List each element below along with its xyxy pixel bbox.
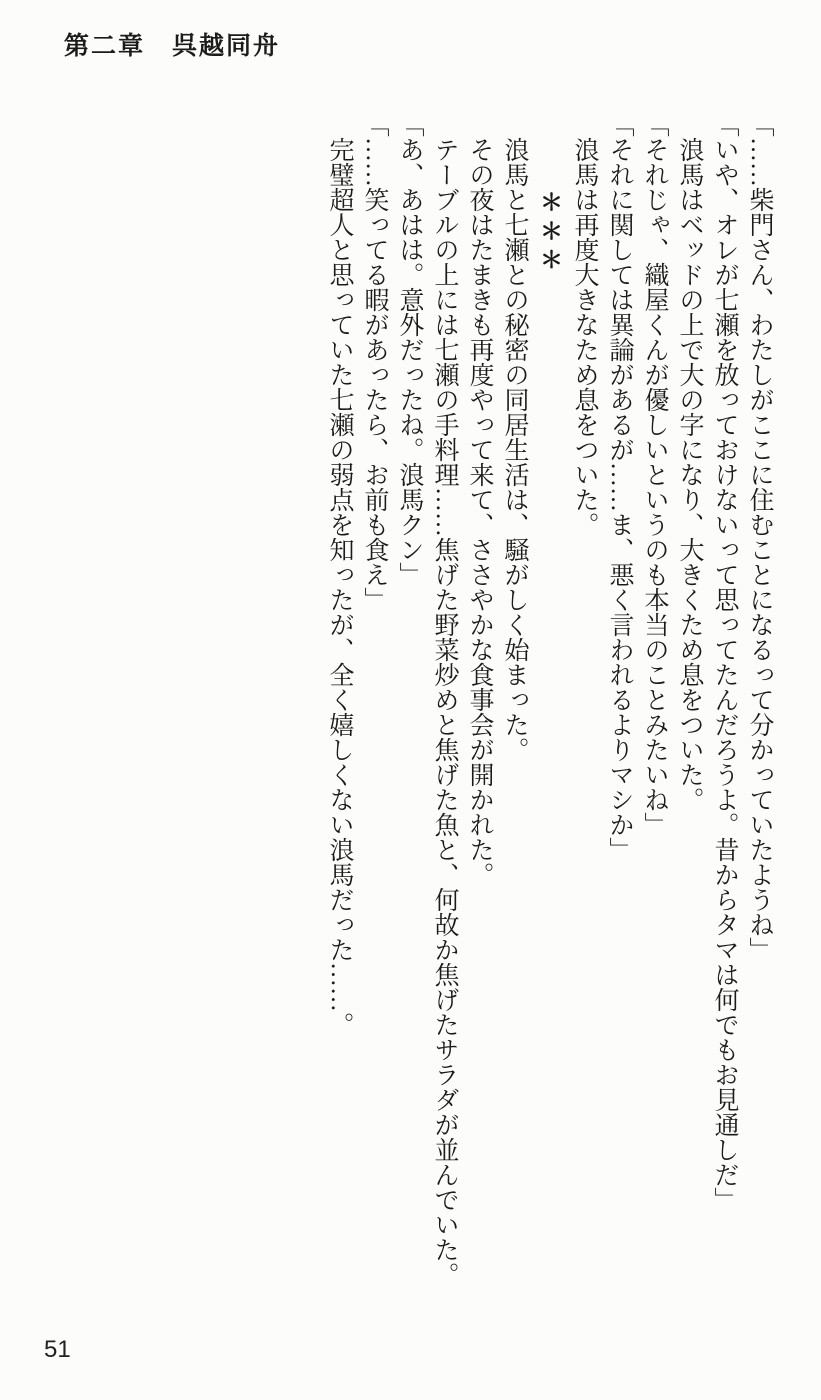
paragraph-narration: 浪馬はベッドの上で大の字になり、大きくため息をついた。 xyxy=(676,112,703,812)
paragraph-dialogue: 「……笑ってる暇があったら、お前も食え」 xyxy=(361,112,388,612)
paragraph-narration: その夜はたまきも再度やって来て、ささやかな食事会が開かれた。 xyxy=(466,112,493,887)
scene-break-asterisks: ＊＊＊ xyxy=(537,190,562,277)
paragraph-narration: テーブルの上には七瀬の手料理……焦げた野菜炒めと焦げた魚と、何故か焦げたサラダが並んでいた。 xyxy=(431,112,458,1287)
paragraph-narration: 浪馬は再度大きなため息をついた。 xyxy=(571,112,598,537)
paragraph-narration: 完璧超人と思っていた七瀬の弱点を知ったが、全く嬉しくない浪馬だった……。 xyxy=(326,112,353,1037)
paragraph-dialogue: 「……柴門さん、わたしがここに住むことになるって分かっていたようね」 xyxy=(746,112,773,962)
page-number: 51 xyxy=(44,1336,71,1363)
paragraph-dialogue: 「それに関しては異論があるが……ま、悪く言われるよりマシか」 xyxy=(606,112,633,862)
main-text-block xyxy=(322,112,777,1352)
chapter-header: 第二章 呉越同舟 xyxy=(64,33,281,60)
paragraph-dialogue: 「あ、あはは。意外だったね。浪馬クン」 xyxy=(396,112,423,587)
paragraph-dialogue: 「いや、オレが七瀬を放っておけないって思ってたんだろうよ。昔からタマは何でもお見通しだ」 xyxy=(711,112,738,1212)
paragraph-narration: 浪馬と七瀬との秘密の同居生活は、騒がしく始まった。 xyxy=(501,112,528,762)
paragraph-dialogue: 「それじゃ、織屋くんが優しいというのも本当のことみたいね」 xyxy=(641,112,668,837)
